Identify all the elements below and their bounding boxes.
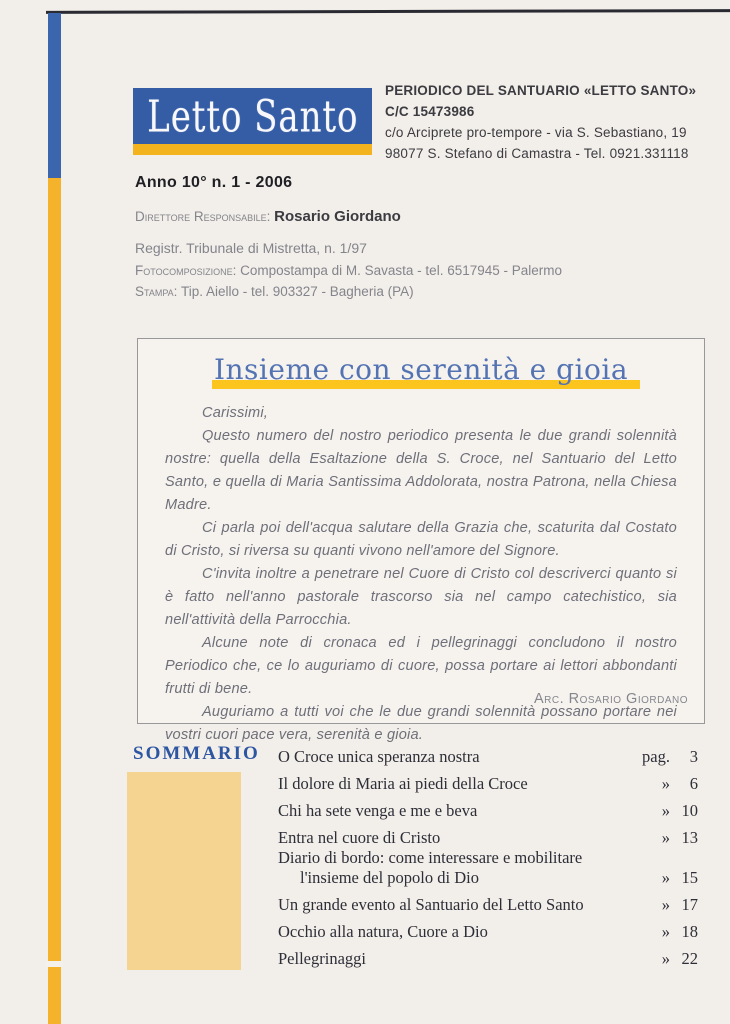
toc-item-title: Occhio alla natura, Cuore a Dio [278, 922, 488, 941]
header-address-line2: 98077 S. Stefano di Camastra - Tel. 0921.331118 [385, 146, 689, 161]
toc-item-title: Pellegrinaggi [278, 949, 366, 968]
toc-page-ref [662, 801, 698, 821]
toc-page-prefix: » [661, 895, 670, 914]
toc-page-prefix: » [661, 801, 670, 820]
logo-wordmark: Letto Santo [146, 91, 359, 143]
toc-row [278, 740, 698, 767]
toc-page-number: 3 [689, 747, 698, 766]
toc-page-number: 13 [681, 828, 698, 847]
editorial-box [137, 338, 705, 743]
toc-page-prefix: » [661, 774, 670, 793]
editorial-paragraph: Ci parla poi dell'acqua salutare della Grazia che, scaturita dal Costato di Cristo, si riversa su quanti vivono nell'amore del Signore. [165, 520, 677, 559]
toc-page-ref [662, 868, 698, 888]
toc-page-ref [662, 774, 698, 794]
stampa-label: Stampa: [135, 284, 178, 299]
editorial-signature: Arc. Rosario Giordano [533, 691, 688, 707]
direttore-name: Rosario Giordano [274, 208, 401, 225]
header-cc-line: C/C 15473986 [385, 104, 475, 119]
toc-page-prefix: pag. [642, 747, 670, 766]
toc-row [278, 767, 698, 794]
editorial-paragraph: Auguriamo a tutti voi che le due grandi solennità possano portare nei vostri cuori pace vera, serenità e gioia. [165, 704, 677, 743]
direttore-row [135, 208, 595, 225]
publication-info [135, 208, 595, 299]
editorial-salutation: Carissimi, [202, 405, 269, 421]
toc-item-title: Un grande evento al Santuario del Letto Santo [278, 895, 584, 914]
toc-page-number: 10 [681, 801, 698, 820]
toc-item-title: Chi ha sete venga e me e beva [278, 801, 478, 820]
left-stripe-blue [48, 13, 61, 178]
toc-page-prefix: » [661, 922, 670, 941]
toc-row [278, 915, 698, 942]
toc-page-ref [662, 949, 698, 969]
fotocomposizione-label: Fotocomposizione: [135, 263, 237, 278]
editorial-paragraph: C'invita inoltre a penetrare nel Cuore di Cristo col descriverci quanto si è fatto nell'anno pastorale trascorso sia nel campo catechistico, sia nell'attività della Parrocchia. [165, 566, 677, 628]
registr-row: Registr. Tribunale di Mistretta, n. 1/97 [135, 240, 367, 256]
toc-page-number: 17 [681, 895, 698, 914]
toc-page-prefix: » [661, 868, 670, 887]
stampa-value: Tip. Aiello - tel. 903327 - Bagheria (PA) [180, 284, 414, 299]
table-of-contents [278, 740, 698, 969]
sommario-heading: SOMMARIO [133, 743, 260, 764]
header-address-line1: c/o Arciprete pro-tempore - via S. Sebastiano, 19 [385, 125, 687, 140]
header-periodico-line: PERIODICO DEL SANTUARIO «LETTO SANTO» [385, 83, 697, 98]
editorial-title-wrap [138, 353, 704, 386]
logo-yellow-band [133, 144, 372, 155]
toc-row [278, 942, 698, 969]
toc-page-ref [662, 922, 698, 942]
toc-item-line1: Diario di bordo: come interessare e mobilitare [278, 848, 583, 867]
toc-page-ref [662, 828, 698, 848]
toc-item-title-multiline [278, 848, 652, 888]
toc-item-title: Il dolore di Maria ai piedi della Croce [278, 774, 528, 793]
toc-page-prefix: » [661, 949, 670, 968]
fotocomposizione-row [135, 263, 595, 278]
left-stripe-yellow [48, 178, 61, 1024]
toc-page-prefix: » [661, 828, 670, 847]
toc-page-number: 6 [689, 774, 698, 793]
left-stripe-gap [46, 961, 63, 967]
editorial-paragraph: Alcune note di cronaca ed i pellegrinaggi concludono il nostro Periodico che, ce lo auguriamo di cuore, possa portare ai lettori abbondanti frutti di bene. [165, 635, 677, 697]
toc-row [278, 821, 698, 848]
masthead-header [385, 80, 717, 164]
toc-row [278, 794, 698, 821]
toc-item-title: Entra nel cuore di Cristo [278, 828, 441, 847]
editorial-title: Insieme con serenità e gioia [213, 353, 629, 386]
toc-page-ref [642, 747, 698, 767]
toc-item-title: O Croce unica speranza nostra [278, 747, 480, 766]
fotocomposizione-value: Compostampa di M. Savasta - tel. 6517945 - Palermo [240, 263, 563, 278]
editorial-paragraph: Questo numero del nostro periodico presenta le due grandi solennità nostre: quella della Esaltazione della S. Croce, nel Santuario del Letto Santo, e quella di Maria Santissima Addolorata, nostra Patrona, nella Chiesa Madre. [165, 428, 677, 513]
toc-page-number: 22 [681, 949, 698, 968]
toc-row [278, 888, 698, 915]
issue-number: Anno 10° n. 1 - 2006 [135, 174, 293, 191]
toc-page-ref [662, 895, 698, 915]
sommario-yellow-box [127, 772, 241, 970]
toc-item-line2: l'insieme del popolo di Dio [300, 868, 479, 887]
toc-page-number: 18 [681, 922, 698, 941]
toc-row [278, 848, 698, 888]
direttore-label: Direttore Responsabile: [135, 209, 271, 224]
toc-page-number: 15 [681, 868, 698, 887]
letto-santo-logo [133, 88, 372, 155]
scan-top-edge [46, 9, 730, 14]
stampa-row [135, 284, 595, 299]
